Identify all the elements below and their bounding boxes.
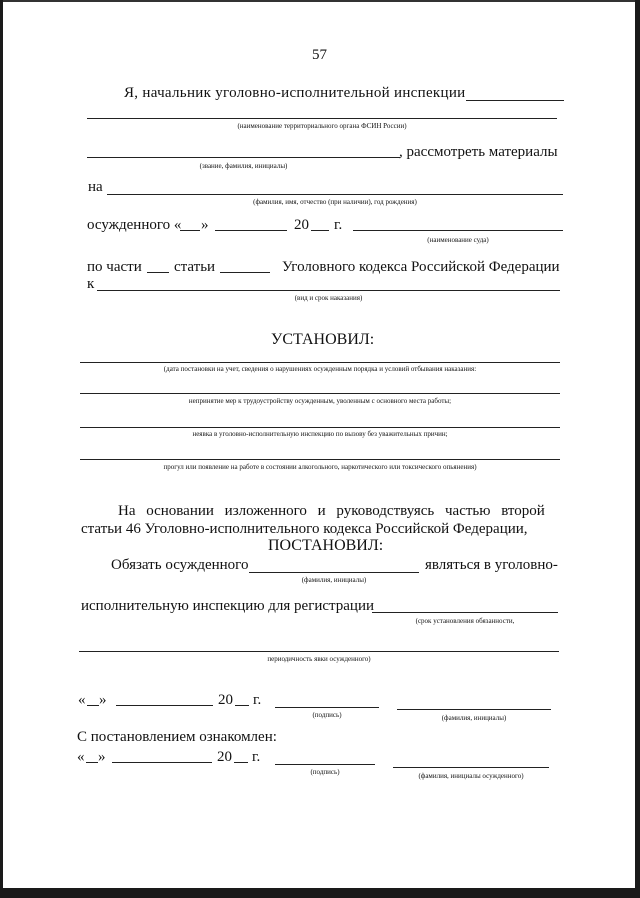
date1-day-line[interactable] [87, 705, 99, 706]
part-label: по части [87, 259, 142, 275]
rank-line[interactable] [87, 157, 400, 158]
article-label: статьи [174, 259, 216, 275]
scan-border-bottom [0, 888, 640, 898]
caption-organ: (наименование территориального органа ФСИН России) [237, 122, 407, 130]
basis-line-2: статьи 46 Уголовно-исполнительного кодекса Российской Федерации, [81, 521, 528, 537]
register-label: исполнительную инспекцию для регистрации [81, 598, 375, 614]
date2-month-line[interactable] [112, 762, 212, 763]
established-line-2[interactable] [80, 393, 560, 394]
inspection-name-line[interactable] [466, 100, 564, 101]
convict-name-line[interactable] [249, 572, 419, 573]
caption-established-1: (дата постановки на учет, сведения о нарушениях осужденным порядка и условий отбывания наказания: [163, 365, 477, 373]
caption-established-4: прогул или появление на работе в состоянии алкогольного, наркотического или токсического опьянения) [163, 463, 477, 471]
established-line-1[interactable] [80, 362, 560, 363]
page-number: 57 [312, 47, 327, 63]
date1-year-suffix: г. [253, 692, 262, 708]
consider-text: , рассмотреть материалы [399, 144, 558, 160]
caption-periodicity: периодичность явки осужденного) [267, 655, 371, 663]
appear-label: являться в уголовно- [425, 557, 558, 573]
caption-sentence: (вид и срок наказания) [294, 294, 363, 302]
caption-signature-2: (подпись) [310, 768, 340, 776]
acquainted-text: С постановлением ознакомлен: [77, 729, 277, 745]
convicted-day-line[interactable] [180, 230, 200, 231]
scan-border-left [0, 0, 3, 898]
scan-border-top [0, 0, 640, 2]
person-line[interactable] [107, 194, 563, 195]
caption-convict-initials: (фамилия, инициалы осужденного) [418, 772, 524, 780]
date1-year-line[interactable] [235, 705, 249, 706]
caption-surname-initials: (фамилия, инициалы) [441, 714, 507, 722]
date1-year-prefix: 20 [218, 692, 233, 708]
established-line-3[interactable] [80, 427, 560, 428]
k-label: к [87, 276, 95, 292]
organ-line[interactable] [87, 118, 557, 119]
caption-signature-1: (подпись) [312, 711, 342, 719]
signature1-line[interactable] [275, 707, 379, 708]
date2-day-line[interactable] [86, 762, 98, 763]
date2-year-line[interactable] [234, 762, 248, 763]
sentence-line[interactable] [97, 290, 560, 291]
date1-month-line[interactable] [116, 705, 213, 706]
caption-name-initials: (фамилия, инициалы) [301, 576, 367, 584]
convicted-label: осужденного « [87, 217, 182, 233]
part-line[interactable] [147, 272, 169, 273]
intro-text: Я, начальник уголовно-исполнительной инспекции [124, 85, 466, 101]
convict-signature-line[interactable] [393, 767, 549, 768]
caption-term: (срок установления обязанности, [415, 617, 515, 625]
heading-resolved: ПОСТАНОВИЛ: [268, 537, 384, 554]
caption-person: (фамилия, имя, отчество (при наличии), год рождения) [253, 198, 417, 206]
convicted-month-line[interactable] [215, 230, 287, 231]
article-line[interactable] [220, 272, 270, 273]
date1-open-quote: « [78, 692, 86, 708]
code-label: Уголовного кодекса Российской Федерации [282, 259, 560, 275]
date2-close-quote: » [98, 749, 106, 765]
periodicity-line[interactable] [79, 651, 559, 652]
term-line[interactable] [372, 612, 558, 613]
caption-court: (наименование суда) [427, 236, 489, 244]
scan-border-right [635, 0, 640, 898]
caption-established-2: непринятие мер к трудоустройству осужденным, уволенным с основного места работы; [188, 397, 452, 405]
caption-rank: (звание, фамилия, инициалы) [199, 162, 288, 170]
caption-established-3: неявка в уголовно-исполнительную инспекцию по вызову без уважительных причин; [192, 430, 448, 438]
convicted-year-line[interactable] [311, 230, 329, 231]
convicted-close-quote: » [201, 217, 209, 233]
heading-established: УСТАНОВИЛ: [271, 331, 375, 348]
court-line[interactable] [353, 230, 563, 231]
established-line-4[interactable] [80, 459, 560, 460]
signature2-line[interactable] [275, 764, 375, 765]
surname1-line[interactable] [397, 709, 551, 710]
convicted-year-prefix: 20 [294, 217, 309, 233]
on-label: на [88, 179, 103, 195]
basis-line-1: На основании изложенного и руководствуясь частью второй [118, 503, 545, 519]
date2-year-prefix: 20 [217, 749, 232, 765]
oblige-label: Обязать осужденного [111, 557, 249, 573]
date1-close-quote: » [99, 692, 107, 708]
convicted-year-suffix: г. [334, 217, 343, 233]
date2-open-quote: « [77, 749, 85, 765]
date2-year-suffix: г. [252, 749, 261, 765]
